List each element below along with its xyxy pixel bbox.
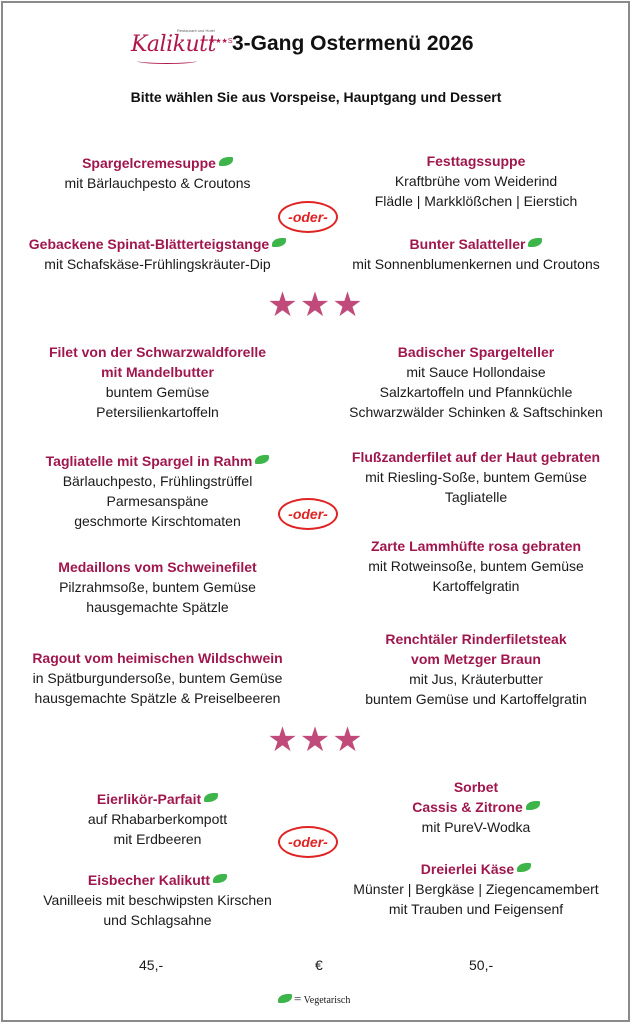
dish-desc: geschmorte Kirschtomaten bbox=[74, 513, 241, 529]
dish-desc: mit Sauce Hollondaise bbox=[406, 364, 546, 380]
dish-name: Eierlikör-Parfait bbox=[96, 791, 202, 807]
starter-item bbox=[326, 234, 626, 274]
dish-name: Filet von der Schwarzwaldforelle bbox=[48, 344, 267, 360]
main-item bbox=[326, 536, 626, 596]
main-item bbox=[326, 629, 626, 709]
dish-desc: Kartoffelgratin bbox=[432, 578, 520, 594]
dish-desc: buntem Gemüse und Kartoffelgratin bbox=[365, 691, 587, 707]
dessert-item bbox=[326, 859, 626, 919]
main-item bbox=[326, 342, 626, 422]
dish-desc: Parmesanspäne bbox=[106, 493, 209, 509]
dish-desc: Münster | Bergkäse | Ziegencamembert bbox=[353, 881, 599, 897]
stars-divider: ★★★ bbox=[267, 286, 365, 324]
dessert-item bbox=[10, 789, 305, 849]
dish-desc: Pilzrahmsoße, buntem Gemüse bbox=[59, 579, 256, 595]
price-right: 50,- bbox=[469, 957, 494, 973]
dish-desc: mit Erdbeeren bbox=[113, 831, 202, 847]
dish-desc: und Schlagsahne bbox=[103, 912, 212, 928]
vegetarian-leaf-icon bbox=[278, 994, 292, 1003]
stars-divider: ★★★ bbox=[267, 721, 365, 759]
oder-label: -oder- bbox=[278, 826, 338, 858]
dish-desc: Vanilleeis mit beschwipsten Kirschen bbox=[43, 892, 272, 908]
oder-label: -oder- bbox=[278, 201, 338, 233]
dish-desc: Kraftbrühe vom Weiderind bbox=[394, 173, 558, 189]
vegetarian-leaf-icon bbox=[213, 874, 227, 883]
dish-name: Festtagssuppe bbox=[426, 153, 526, 169]
dish-name: vom Metzger Braun bbox=[411, 651, 541, 667]
logo-tagline: Restaurant und Hotel bbox=[177, 28, 215, 33]
dish-desc: mit Rotweinsoße, buntem Gemüse bbox=[368, 558, 584, 574]
dish-desc: mit Sonnenblumenkernen und Croutons bbox=[352, 256, 600, 272]
main-item bbox=[10, 648, 305, 708]
dish-name: Sorbet bbox=[453, 779, 499, 795]
logo-swoosh bbox=[137, 58, 197, 64]
dish-name: Renchtäler Rinderfiletsteak bbox=[385, 631, 567, 647]
main-item bbox=[326, 447, 626, 507]
starter-item bbox=[10, 153, 305, 193]
dish-desc: hausgemachte Spätzle bbox=[86, 599, 229, 615]
price-currency: € bbox=[315, 957, 323, 973]
vegetarian-leaf-icon bbox=[204, 793, 218, 802]
dish-desc: hausgemachte Spätzle & Preiselbeeren bbox=[34, 690, 281, 706]
main-item bbox=[10, 557, 305, 617]
dish-name: Spargelcremesuppe bbox=[82, 155, 216, 171]
dish-name: Tagliatelle mit Spargel in Rahm bbox=[45, 453, 253, 469]
dish-name: Zarte Lammhüfte rosa gebraten bbox=[370, 538, 582, 554]
dish-name: Ragout vom heimischen Wildschwein bbox=[32, 650, 283, 666]
dish-desc: buntem Gemüse bbox=[105, 384, 210, 400]
dish-desc: Petersilienkartoffeln bbox=[96, 404, 219, 420]
kalikutt-logo bbox=[131, 26, 231, 68]
logo-rating: ★★★S bbox=[209, 38, 233, 45]
vegetarian-legend bbox=[278, 991, 350, 1007]
dish-desc: Schwarzwälder Schinken & Saftschinken bbox=[349, 404, 603, 420]
dish-name: Gebackene Spinat-Blätterteigstange bbox=[28, 236, 270, 252]
main-item bbox=[10, 451, 305, 531]
dish-desc: mit PureV-Wodka bbox=[421, 819, 531, 835]
dish-desc: mit Schafskäse-Frühlingskräuter-Dip bbox=[44, 256, 271, 272]
dish-desc: in Spätburgundersoße, buntem Gemüse bbox=[32, 670, 283, 686]
page-subtitle: Bitte wählen Sie aus Vorspeise, Hauptgang und Dessert bbox=[130, 89, 502, 105]
price-left: 45,- bbox=[139, 957, 164, 973]
dish-desc: Salzkartoffeln und Pfannküchle bbox=[379, 384, 573, 400]
dessert-item bbox=[326, 777, 626, 837]
dish-desc: mit Riesling-Soße, buntem Gemüse bbox=[365, 469, 587, 485]
dessert-item bbox=[10, 870, 305, 930]
main-item bbox=[10, 342, 305, 422]
dish-desc: mit Jus, Kräuterbutter bbox=[409, 671, 543, 687]
dish-name: mit Mandelbutter bbox=[101, 364, 214, 380]
dish-desc: Tagliatelle bbox=[444, 489, 508, 505]
vegetarian-leaf-icon bbox=[526, 801, 540, 810]
vegetarian-leaf-icon bbox=[517, 863, 531, 872]
vegetarian-leaf-icon bbox=[219, 157, 233, 166]
logo-brand: Kalikutt bbox=[131, 32, 216, 57]
dish-name: Flußzanderfilet auf der Haut gebraten bbox=[351, 449, 601, 465]
page-title: 3-Gang Ostermenü 2026 bbox=[232, 32, 474, 55]
legend-label: Vegetarisch bbox=[303, 995, 351, 1006]
dish-desc: mit Trauben und Feigensenf bbox=[388, 901, 564, 917]
dish-desc: auf Rhabarberkompott bbox=[87, 811, 228, 827]
vegetarian-leaf-icon bbox=[272, 238, 286, 247]
dish-name: Badischer Spargelteller bbox=[397, 344, 555, 360]
dish-desc: mit Bärlauchpesto & Croutons bbox=[64, 175, 251, 191]
legend-equals: = bbox=[294, 991, 302, 1006]
dish-desc: Bärlauchpesto, Frühlingstrüffel bbox=[62, 473, 253, 489]
vegetarian-leaf-icon bbox=[528, 238, 542, 247]
vegetarian-leaf-icon bbox=[255, 455, 269, 464]
dish-desc: Flädle | Markklößchen | Eierstich bbox=[374, 193, 578, 209]
dish-name: Eisbecher Kalikutt bbox=[87, 872, 211, 888]
starter-item bbox=[326, 151, 626, 211]
starter-item bbox=[10, 234, 305, 274]
oder-label: -oder- bbox=[278, 498, 338, 530]
dish-name: Bunter Salatteller bbox=[409, 236, 526, 252]
dish-name: Cassis & Zitrone bbox=[412, 799, 523, 815]
dish-name: Medaillons vom Schweinefilet bbox=[58, 559, 257, 575]
dish-name: Dreierlei Käse bbox=[420, 861, 515, 877]
